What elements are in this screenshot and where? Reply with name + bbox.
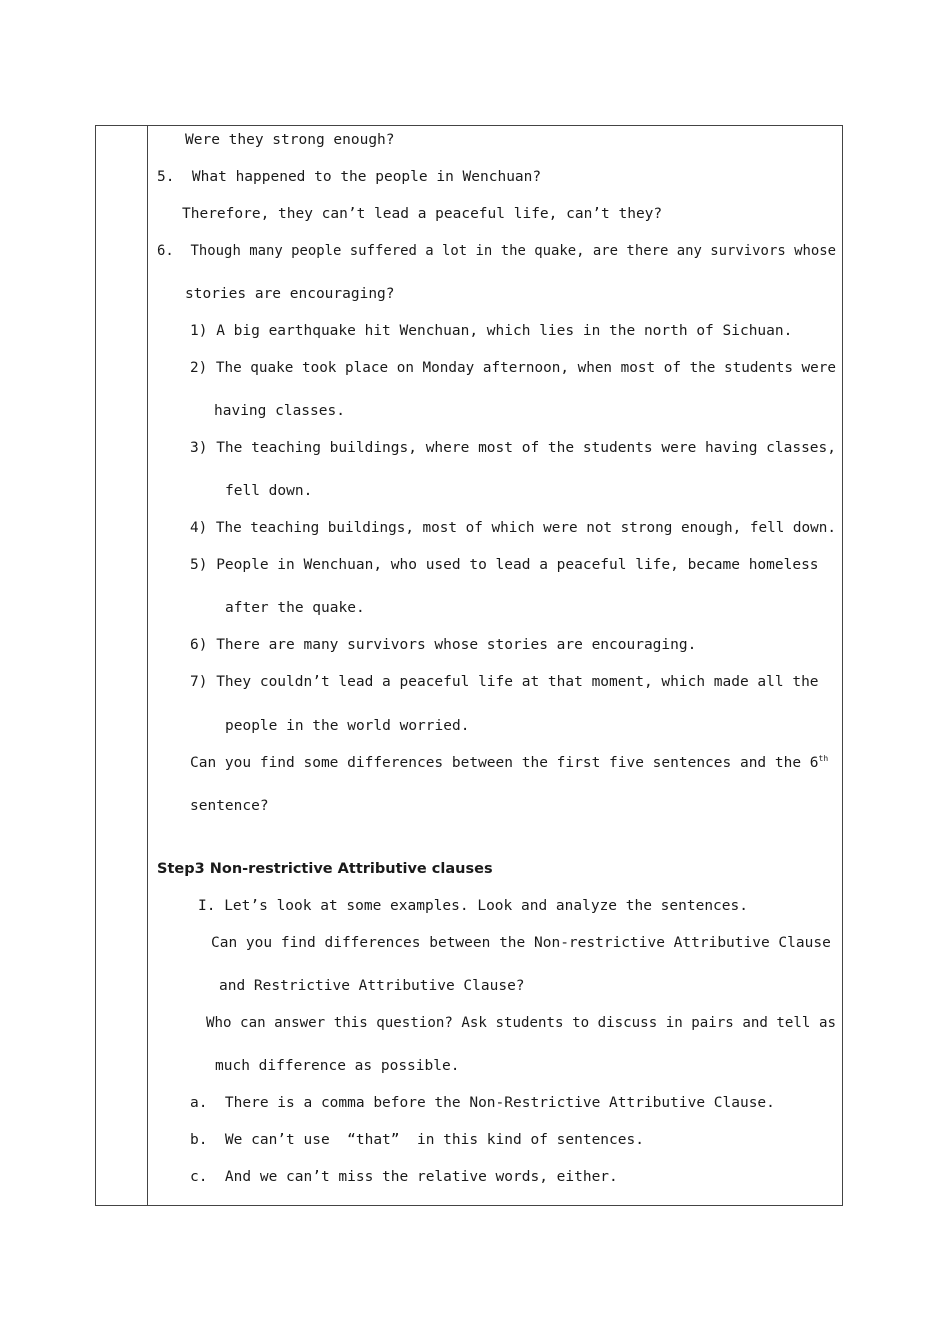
point-a: a. There is a comma before the Non-Restrictive Attributive Clause. (190, 1095, 775, 1111)
question-6: 6. Though many people suffered a lot in the quake, are there any survivors whose (157, 243, 836, 259)
text-line: stories are encouraging? (185, 286, 395, 302)
step3-heading: Step3 Non-restrictive Attributive clauses (157, 861, 493, 877)
differences-question-text: Can you find some differences between the first five sentences and the 6 (190, 755, 819, 771)
example-sentence-3: 3) The teaching buildings, where most of the students were having classes, (190, 440, 836, 456)
point-c: c. And we can’t miss the relative words, either. (190, 1169, 618, 1185)
example-sentence-7: 7) They couldn’t lead a peaceful life at that moment, which made all the (190, 674, 819, 690)
text-line: Can you find differences between the Non-restrictive Attributive Clause (211, 935, 831, 951)
text-line: people in the world worried. (225, 718, 470, 734)
differences-question (190, 753, 828, 773)
ordinal-suffix: th (818, 754, 829, 763)
example-sentence-2: 2) The quake took place on Monday afternoon, when most of the students were (190, 360, 836, 376)
point-b: b. We can’t use “that” in this kind of sentences. (190, 1132, 644, 1148)
text-line: much difference as possible. (215, 1058, 460, 1074)
text-line: Were they strong enough? (185, 132, 395, 148)
example-sentence-6: 6) There are many survivors whose stories are encouraging. (190, 637, 697, 653)
text-line: after the quake. (225, 600, 365, 616)
text-line: Who can answer this question? Ask students to discuss in pairs and tell as (206, 1015, 836, 1031)
text-line: and Restrictive Attributive Clause? (219, 978, 525, 994)
example-sentence-5: 5) People in Wenchuan, who used to lead a peaceful life, became homeless (190, 557, 819, 573)
table-column-divider (147, 125, 148, 1206)
text-line: fell down. (225, 483, 313, 499)
section-i: I. Let’s look at some examples. Look and analyze the sentences. (198, 898, 748, 914)
text-line: sentence? (190, 798, 269, 814)
example-sentence-1: 1) A big earthquake hit Wenchuan, which lies in the north of Sichuan. (190, 323, 793, 339)
text-line: Therefore, they can’t lead a peaceful life, can’t they? (182, 206, 663, 222)
question-5: 5. What happened to the people in Wenchuan? (157, 169, 542, 185)
text-line: having classes. (214, 403, 345, 419)
example-sentence-4: 4) The teaching buildings, most of which were not strong enough, fell down. (190, 520, 836, 536)
